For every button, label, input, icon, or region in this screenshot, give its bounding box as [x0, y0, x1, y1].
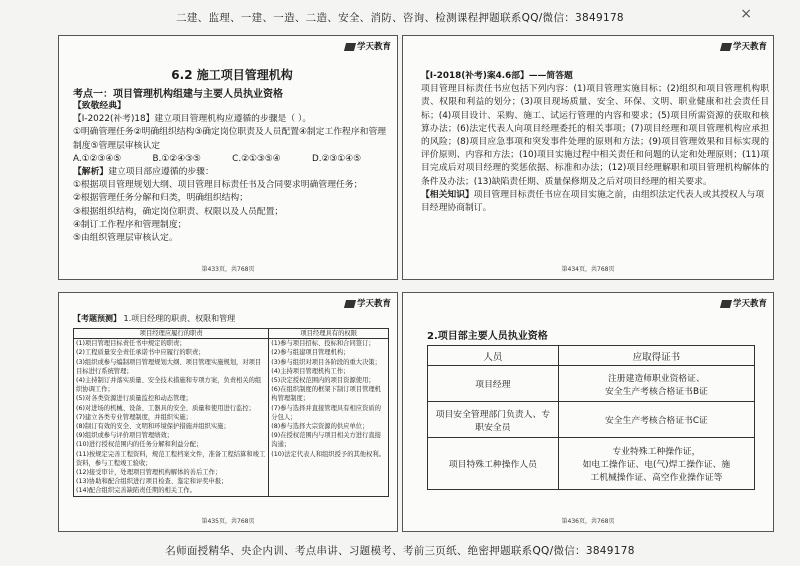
question-desc: ①明确管理任务②明确组织结构③确定岗位职责及人员配置④制定工作程序和管理制度⑤管理层审核认定	[73, 127, 387, 151]
jiexi-label: 【解析】	[73, 167, 109, 178]
cert-cell: 专业特殊工种操作证， 如电工操作证、电(气)焊工操作证、施 工机械操作证、高空作业操作证等	[558, 438, 754, 490]
cert-cell: 注册建造师职业资格证、 安全生产考核合格证书B证	[558, 366, 754, 402]
logo-mark-icon	[344, 43, 356, 51]
rights-cell: (1)参与项目招标、投标和合同签订； (2)参与组建项目管理机构； (3)参与组织对项目各阶段的重大决策； (4)主持项目管理机构工作； (5)决定授权范围内的项目资源使用； (6)在组织制度的框架下制订项目管理机构管理制度； (7)参与选择并直接管理具有相应资质的分包人； (8)参与选择大宗资源的供应单位； (9)在授权范围内与项目相关方进行直接沟通； (10)法定代表人和组织授予的其他权利。	[269, 339, 389, 496]
page-panel-434	[402, 35, 774, 280]
option-c: C.②①③⑤④	[232, 153, 281, 164]
step-item: ④制订工作程序和管理制度；	[73, 219, 187, 230]
exam-header: 【Ⅰ-2018(补考)案4.6部】——简答题	[421, 71, 573, 81]
option-d: D.②③①④⑤	[311, 153, 361, 164]
step-item: ①根据项目管理规划大纲、项目管理目标责任书及合同要求明确管理任务；	[73, 180, 363, 191]
section-subtitle: 1.项目经理的职责、权限和管理	[123, 314, 236, 323]
bottom-banner: 名师面授精华、央企内训、考点串讲、习题模考、考前三页纸、绝密押题联系QQ/微信：3849178	[165, 545, 635, 557]
kaodian-heading: 考点一：项目管理机构组建与主要人员执业资格	[73, 89, 283, 100]
page-panel-433	[58, 35, 398, 280]
logo-mark-icon	[720, 43, 732, 51]
role-cell: 项目特殊工种操作人员	[428, 438, 559, 490]
brand-logo: 学天教育	[721, 297, 767, 309]
page-panel-436	[402, 292, 774, 532]
page-panel-435	[58, 292, 398, 532]
logo-mark-icon	[720, 300, 732, 308]
page-number: 第433页，共768页	[201, 266, 255, 273]
logo-mark-icon	[344, 300, 356, 308]
brand-logo: 学天教育	[345, 40, 391, 52]
page-number: 第435页，共768页	[201, 518, 255, 525]
brand-logo: 学天教育	[345, 297, 391, 309]
page-number: 第434页，共768页	[561, 266, 615, 273]
cert-cell: 安全生产考核合格证书C证	[558, 402, 754, 438]
qualification-table	[427, 345, 755, 490]
close-icon[interactable]: ×	[740, 6, 752, 22]
duty-content: 项目管理目标责任书应包括下列内容：(1)项目管理实施目标；(2)组织和项目管理机构职责、权限和利益的划分；(3)项目现场质量、安全、环保、文明、职业健康和社会责任目标；(4)项目设计、采购、施工、试运行管理的内容和要求；(5)项目所需资源的获取和核算办法；(6)法定代表人向项目经理委托的相关事项；(7)项目经理和项目管理机构应承担的风险；(8)项目应急事项和突发事件处理的原则和方法；(9)项目管理效果和目标实现的评价原则、内容和方法；(10)项目实施过程中相关责任和问题的认定和处理原则；(11)项目完成后对项目经理的奖惩依据、标准和办法；(12)项目经理解职和项目管理机构解体的条件及办法；(13)缺陷责任期、质量保修期及之后对项目经理的相关要求。	[421, 84, 769, 187]
step-item: ②根据管理任务分解和归类，明确组织结构；	[73, 193, 249, 204]
page-number: 第436页，共768页	[561, 518, 615, 525]
top-banner: 二建、监理、一建、一造、二造、安全、消防、咨询、检测课程押题联系QQ/微信：3849178	[176, 12, 624, 24]
option-b: B.①②④③⑤	[152, 153, 201, 164]
duties-cell: (1)项目管理目标责任书中规定的职责； (2)工程质量安全责任承诺书中应履行的职责； (3)组织或参与编制项目管理规划大纲、项目管理实施规划，对项目目标进行系统管理； (4)主持制订并落实质量、安全技术措施和专项方案，负责相关的组织协调工作； (5)对各类资源进行质量监控和动态管理； (6)对进场的机械、设备、工器具的安全、质量和使用进行监控； (7)建立各类专业管理制度，并组织实施； (8)制订有效的安全、文明和环境保护措施并组织实施； (9)组织或参与评价项目管理绩效； (10)进行授权范围内的任务分解和利益分配； (11)按规定完善工程资料，规范工程档案文件，准备工程结算和竣工资料，参与工程竣工验收； (12)接受审计，处理项目管理机构解体的善后工作； (13)协助和配合组织进行项目检查、鉴定和评奖申报； (14)配合组织完善缺陷责任期的相关工作。	[74, 339, 269, 496]
option-a: A.①②③④⑤	[73, 153, 122, 164]
table-row	[428, 402, 755, 438]
brand-logo: 学天教育	[721, 40, 767, 52]
col-header: 项目经理具有的权限	[269, 329, 389, 339]
jiexi-text: 建立项目部应遵循的步骤：	[108, 167, 214, 178]
options-row	[73, 153, 391, 166]
question-text: 【Ⅰ-2022(补考)18】建立项目管理机构应遵循的步骤是（ ）。	[73, 114, 312, 125]
step-item: ⑤由组织管理层审核认定。	[73, 233, 178, 244]
col-header: 人员	[428, 346, 559, 366]
col-header: 应取得证书	[558, 346, 754, 366]
related-label: 【相关知识】	[421, 189, 474, 200]
table-row	[428, 438, 755, 490]
section-heading: 2.项目部主要人员执业资格	[427, 331, 548, 342]
table-row	[428, 366, 755, 402]
role-cell: 项目经理	[428, 366, 559, 402]
yuce-label: 【考题预测】	[73, 314, 121, 323]
col-header: 项目经理应履行的职责	[74, 329, 269, 339]
jingdian-heading: 【致敬经典】	[73, 101, 126, 111]
section-title: 6.2 施工项目管理机构	[171, 68, 293, 82]
manager-duty-table	[73, 328, 389, 497]
step-item: ③根据组织结构，确定岗位职责、权限以及人员配置；	[73, 206, 284, 217]
related-text: 项目管理目标责任书应在项目实施之前，由组织法定代表人或其授权人与项目经理协商制订。	[421, 189, 765, 214]
role-cell: 项目安全管理部门负责人、专职安全员	[428, 402, 559, 438]
